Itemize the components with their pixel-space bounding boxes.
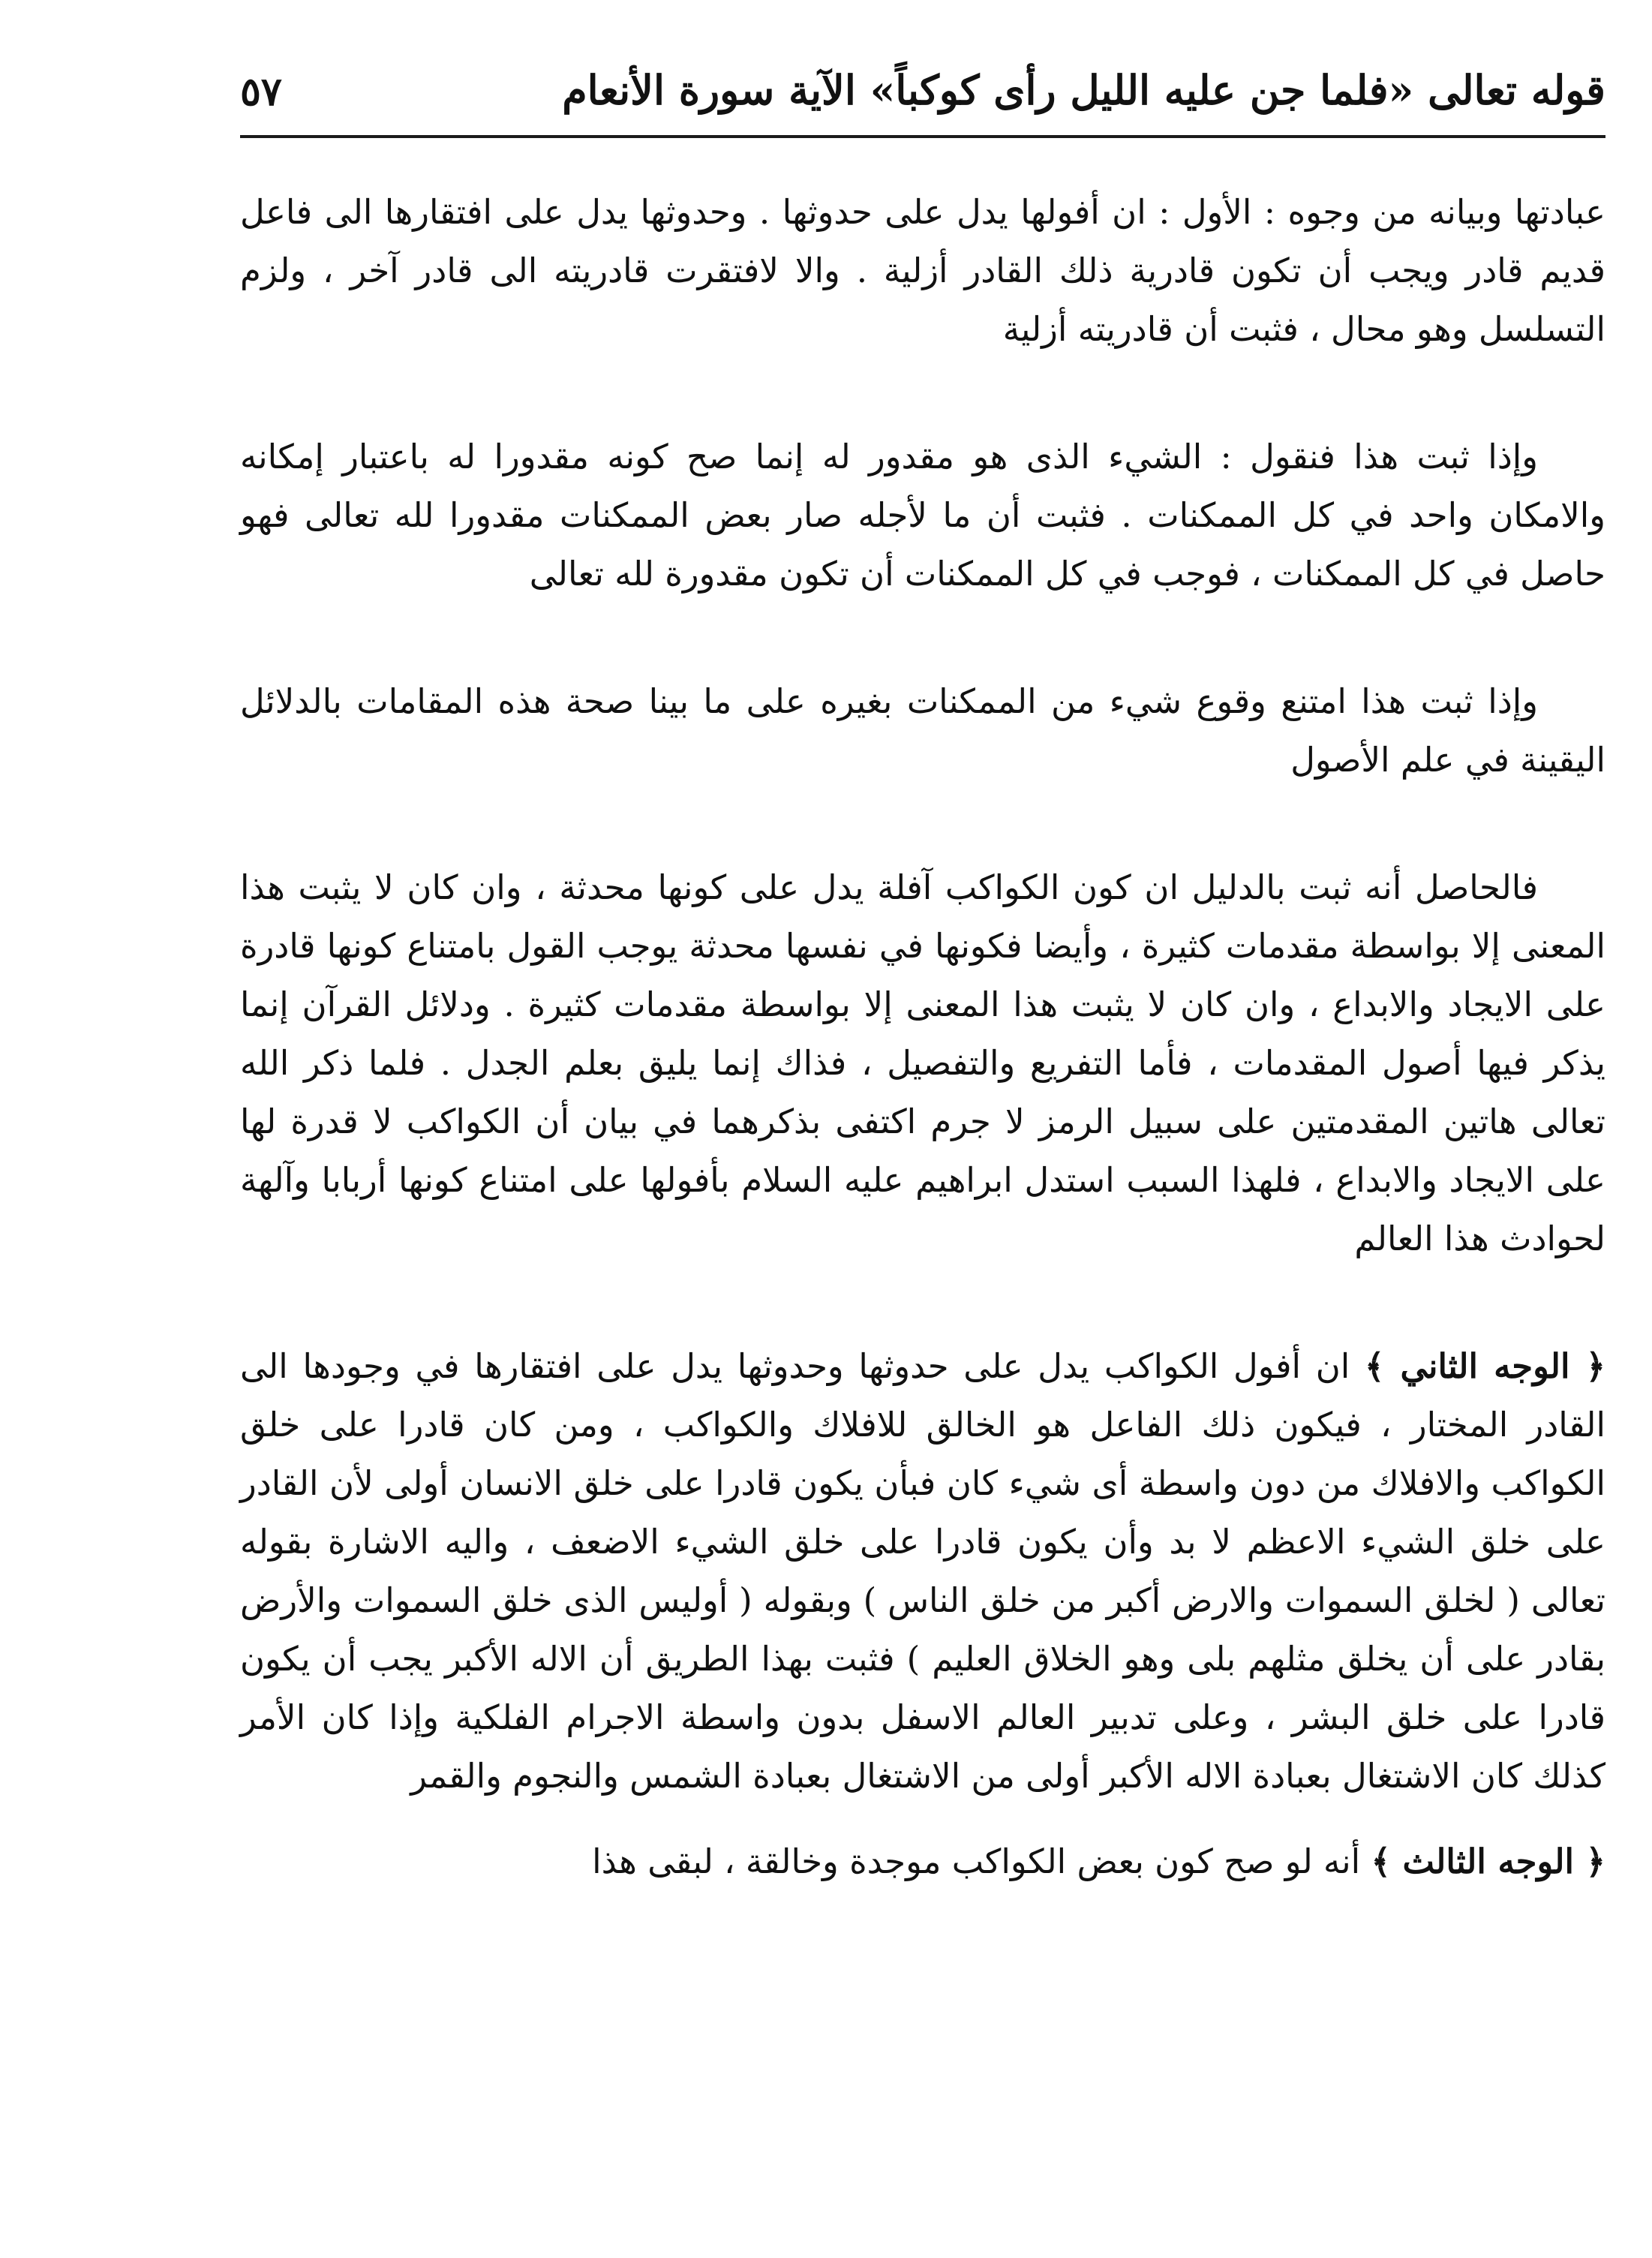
paragraph-3-text: وإذا ثبت هذا امتنع وقوع شيء من الممكنات بغيره على ما بينا صحة هذه المقامات بالدلائل اليقينة في علم الأصول xyxy=(240,681,1605,780)
book-page xyxy=(240,53,1605,2229)
paragraph-5-text: ان أفول الكواكب يدل على حدوثها وحدوثها يدل على افتقارها في وجودها الى القادر المختار ، فيكون ذلك الفاعل هو الخالق للافلاك والكواكب ، ومن كان قادرا على خلق الكواكب والافلاك من دون واسطة أى شيء كان فبأن يكون قادرا على خلق الانسان أولى لأن القادر على خلق الشيء الاعظم لا بد وأن يكون قادرا على خلق الشيء الاضعف ، واليه الاشارة بقوله تعالى ( لخلق السموات والارض أكبر من خلق الناس ) وبقوله ( أوليس الذى خلق السموات والأرض بقادر على أن يخلق مثلهم بلى وهو الخلاق العليم ) فثبت بهذا الطريق أن الاله الأكبر يجب أن يكون قادرا على خلق البشر ، وعلى تدبير العالم الاسفل بدون واسطة الاجرام الفلكية وإذا كان الأمر كذلك كان الاشتغال بعبادة الاله الأكبر أولى من الاشتغال بعبادة الشمس والنجوم والقمر xyxy=(240,1346,1605,1796)
paragraph-6 xyxy=(240,1833,1605,1891)
paragraph-3 xyxy=(240,672,1605,789)
paragraph-5 xyxy=(240,1337,1605,1805)
section-heading-third: ﴿ الوجه الثالث ﴾ xyxy=(1371,1842,1605,1881)
page-body xyxy=(240,183,1605,1891)
section-heading-second: ﴿ الوجه الثاني ﴾ xyxy=(1365,1346,1605,1386)
header-title: قوله تعالى «فلما جن عليه الليل رأى كوكباً» الآية سورة الأنعام xyxy=(562,66,1605,114)
paragraph-1-text: عبادتها وبيانه من وجوه : الأول : ان أفولها يدل على حدوثها . وحدوثها يدل على افتقارها الى فاعل قديم قادر ويجب أن تكون قادرية ذلك القادر أزلية . والا لافتقرت قادريته الى قادر آخر ، ولزم التسلسل وهو محال ، فثبت أن قادريته أزلية xyxy=(240,192,1605,349)
paragraph-4-text: فالحاصل أنه ثبت بالدليل ان كون الكواكب آفلة يدل على كونها محدثة ، وان كان لا يثبت هذا المعنى إلا بواسطة مقدمات كثيرة ، وأيضا فكونها في نفسها محدثة يوجب القول بامتناع كونها قادرة على الايجاد والابداع ، وان كان لا يثبت هذا المعنى إلا بواسطة مقدمات كثيرة . ودلائل القرآن إنما يذكر فيها أصول المقدمات ، فأما التفريع والتفصيل ، فذاك إنما يليق بعلم الجدل . فلما ذكر الله تعالى هاتين المقدمتين على سبيل الرمز لا جرم اكتفى بذكرهما في بيان أن الكواكب لا قدرة لها على الايجاد والابداع ، فلهذا السبب استدل ابراهيم عليه السلام بأفولها على امتناع كونها أربابا وآلهة لحوادث هذا العالم xyxy=(240,867,1605,1258)
paragraph-1 xyxy=(240,183,1605,359)
paragraph-2-text: وإذا ثبت هذا فنقول : الشيء الذى هو مقدور له إنما صح كونه مقدورا له باعتبار إمكانه والامكان واحد في كل الممكنات . فثبت أن ما لأجله صار بعض الممكنات مقدورا لله تعالى فهو حاصل في كل الممكنات ، فوجب في كل الممكنات أن تكون مقدورة لله تعالى xyxy=(240,437,1605,594)
page-number: ٥٧ xyxy=(240,69,282,115)
paragraph-2 xyxy=(240,428,1605,603)
paragraph-6-text: أنه لو صح كون بعض الكواكب موجدة وخالقة ، لبقى هذا xyxy=(592,1842,1371,1881)
running-header xyxy=(240,53,1605,138)
paragraph-4 xyxy=(240,858,1605,1268)
